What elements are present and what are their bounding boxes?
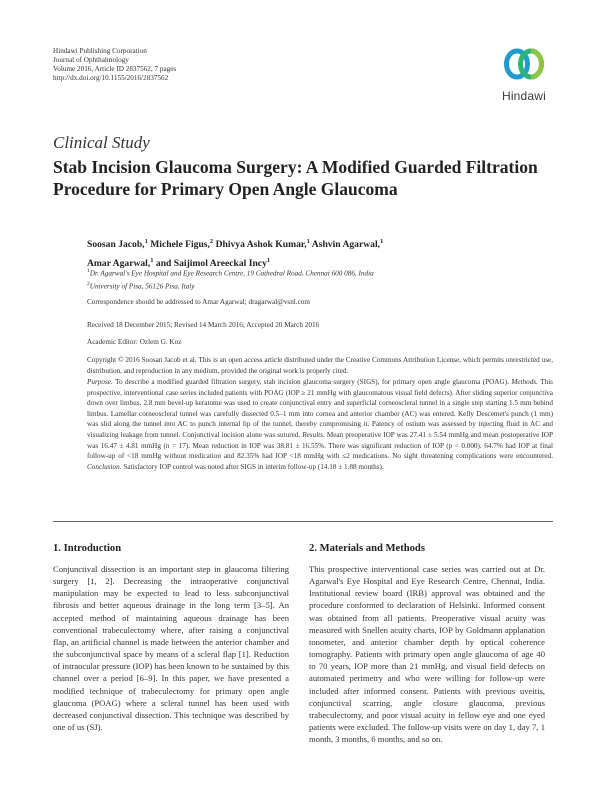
section-heading-introduction: 1. Introduction <box>53 543 122 554</box>
article-title: Stab Incision Glaucoma Surgery: A Modified Guarded Filtration Procedure for Primary Open Angle Glaucoma <box>53 157 538 199</box>
article-type: Clinical Study <box>53 133 150 152</box>
hindawi-logo-icon <box>493 45 555 89</box>
academic-editor: Academic Editor: Ozlem G. Koz <box>87 338 182 346</box>
author: Dhivya Ashok Kumar,$^1$ <box>215 238 310 251</box>
article-dates: Received 18 December 2015; Revised 14 March 2016; Accepted 20 March 2016 <box>87 321 320 329</box>
author: Amar Agarwal,$^1$ <box>87 257 154 270</box>
section-heading-methods: 2. Materials and Methods <box>309 543 425 554</box>
copyright-notice: Copyright © 2016 Soosan Jacob et al. This is an open access article distributed under the Creative Commons Attribution License, which permits unrestricted use, distribution, and reproduction in any medium, provided the original work is properly cited. <box>87 356 553 375</box>
author: Ashvin Agarwal,$^1$ <box>311 238 384 251</box>
author: Michele Figus,$^2$ <box>150 238 214 251</box>
hindawi-logo <box>493 45 555 105</box>
logo-text: Hindawi <box>501 89 547 103</box>
correspondence: Correspondence should be addressed to Amar Agarwal; dragarwal@vsnl.com <box>87 298 310 306</box>
journal-name: Journal of Ophthalmology <box>53 56 129 64</box>
introduction-text: Conjunctival dissection is an important step in glaucoma filtering surgery [1, 2]. Decreasing the intraoperative conjunctival manipulation may be expected to lead to less subconjunctival fibrosis and better aqueous drainage in the long term [3–5]. An accepted method of maintaining aqueous drainage has been conventional trabeculectomy where, after raising a conjunctival flap, an artificial channel is made between the anterior chamber and the subconjunctival space by means of a scleral flap [1]. Reduction of intraocular pressure (IOP) has been known to be sustained by this channel over a period [6–9]. In this paper, we have presented a modified technique of trabeculectomy for primary open angle glaucoma (POAG) where a scleral tunnel has been used with decreased conjunctival dissection. This technique was described by one of us (SJ). <box>53 564 289 733</box>
affiliation: $^2$University of Pisa, 56126 Pisa, Italy <box>87 281 195 291</box>
author: and Saijimol Areeckal Incy$^1$ <box>155 257 271 270</box>
doi-link[interactable]: http://dx.doi.org/10.1155/2016/2837562 <box>53 74 169 82</box>
affiliation: $^1$Dr. Agarwal's Eye Hospital and Eye Research Centre, 19 Cathedral Road, Chennai 600 086, India <box>87 268 374 278</box>
publisher-name: Hindawi Publishing Corporation <box>53 47 147 55</box>
volume-info: Volume 2016, Article ID 2837562, 7 pages <box>53 65 177 73</box>
author: Soosan Jacob,$^1$ <box>87 238 148 251</box>
abstract: Purpose. To describe a modified guarded filtration surgery, stab incision glaucoma surgery (SIGS), for primary open angle glaucoma (POAG). Methods. This prospective, interventional case series included patients with POAG (IOP ≥ 21 mmHg with glaucomatous visual field defects). After sliding superior conjunctiva down over limbus, 2.8 mm bevel-up keratome was used to create conjunctival entry and superficial corneoscleral tunnel in a single step starting 1.5 mm behind limbus. Lamellar corneoscleral tunnel was carefully dissected 0.5–1 mm into cornea and anterior chamber (AC) was entered. Kelly Descemet's punch (1 mm) was slid along the tunnel into AC to punch internal lip of the tunnel, thereby compromising it. Patency of ostium was assessed by injecting fluid in AC and visualizing leakage from tunnel. Conjunctival incision alone was sutured. Results. Mean preoperative IOP was 27.41 ± 5.54 mmHg and mean postoperative IOP was 16.47 ± 4.81 mmHg (n = 17). Mean reduction in IOP was 38.81 ± 16.55%. There was significant reduction of IOP (p < 0.000). 64.7% had IOP at final follow-up of <18 mmHg without medication and 82.35% had IOP <18 mmHg with ≤2 medications. No sight threatening complications were encountered. Conclusion. Satisfactory IOP control was noted after SIGS in interim follow-up (14.18 ± 1.88 months). <box>87 378 553 471</box>
affiliations <box>87 266 567 293</box>
journal-header <box>53 47 176 83</box>
section-divider <box>53 521 553 522</box>
methods-text: This prospective interventional case series was carried out at Dr. Agarwal's Eye Hospital and Eye Research Centre, Chennai, India. Institutional review board (IRB) approval was obtained and the procedure conformed to declaration of Helsinki. Informed consent was obtained from all patients. Preoperative visual acuity was measured with Snellen acuity charts, IOP by Goldmann applanation tonometer, and anterior chamber depth by optical coherence tomography. Patients with primary open angle glaucoma of age 40 to 70 years, IOP more than 21 mmHg, and visual field defects on automated perimetry and who were willing for follow-up were included after informed consent. Patients with previous uveitis, conjunctival scarring, angle closure glaucoma, previous trabeculectomy, and poor visual acuity in fellow eye and one eyed patients were excluded. The follow-up visits were on day 1, day 7, 1 month, 3 months, 6 months, and so on. <box>309 564 545 745</box>
